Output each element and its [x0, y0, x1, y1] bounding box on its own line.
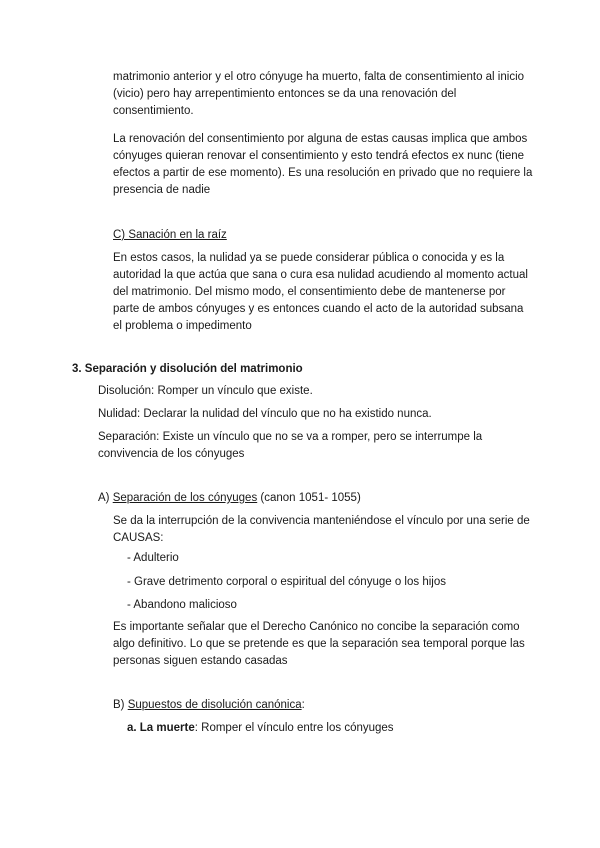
definition-disolucion: Disolución: Romper un vínculo que existe.	[98, 385, 313, 397]
subheading-sanacion-raiz: C) Sanación en la raíz	[113, 229, 227, 241]
section-heading-separacion: 3. Separación y disolución del matrimonio	[72, 363, 303, 375]
subheading-supuestos-disolucion	[113, 697, 533, 714]
paragraph-separacion-note: Es importante señalar que el Derecho Canónico no concibe la separación como algo definitivo. Lo que se pretende es que la separación sea temporal porque las personas siguen estando casadas	[113, 621, 525, 667]
paragraph-renovacion-causes: matrimonio anterior y el otro cónyuge ha muerto, falta de consentimiento al inicio (vicio) pero hay arrepentimiento entonces se da una renovación del consentimiento.	[113, 71, 525, 117]
definition-nulidad: Nulidad: Declarar la nulidad del vínculo que no ha existido nunca.	[98, 408, 432, 420]
paragraph-sanacion: En estos casos, la nulidad ya se puede considerar pública o conocida y es la autoridad la que actúa que sana o cura esa nulidad acudiendo al momento actual del matrimonio. Del mismo modo, el consentimiento debe de mantenerse por parte de ambos cónyuges y es entonces cuando el acto de la autoridad subsana el problema o impedimento	[113, 252, 528, 332]
list-item-abandono: - Abandono malicioso	[127, 599, 237, 611]
list-item-la-muerte	[127, 720, 527, 737]
paragraph-causas-intro: Se da la interrupción de la convivencia manteniéndose el vínculo por una serie de CAUSAS:	[113, 515, 530, 544]
list-item-adulterio: - Adulterio	[127, 552, 179, 564]
subheading-a-canon: (canon 1051- 1055)	[257, 492, 361, 504]
item-a-label: a. La muerte	[127, 722, 195, 734]
subheading-b-suffix: :	[301, 699, 305, 711]
subheading-b-prefix: B)	[113, 699, 128, 711]
paragraph-renovacion-effects: La renovación del consentimiento por alguna de estas causas implica que ambos cónyuges quieran renovar el consentimiento y esto tendrá efectos ex nunc (tiene efectos a partir de ese momento). Es una resolución en privado que no requiere la presencia de nadie	[113, 133, 533, 196]
subheading-separacion-conyuges	[98, 490, 528, 507]
definition-separacion: Separación: Existe un vínculo que no se va a romper, pero se interrumpe la convivencia de los cónyuges	[98, 431, 483, 460]
subheading-b-title: Supuestos de disolución canónica	[127, 699, 302, 711]
subheading-a-title: Separación de los cónyuges	[112, 492, 258, 504]
list-item-detrimento: - Grave detrimento corporal o espiritual del cónyuge o los hijos	[127, 576, 446, 588]
subheading-a-prefix: A)	[98, 492, 113, 504]
item-a-text: : Romper el vínculo entre los cónyuges	[194, 722, 394, 734]
